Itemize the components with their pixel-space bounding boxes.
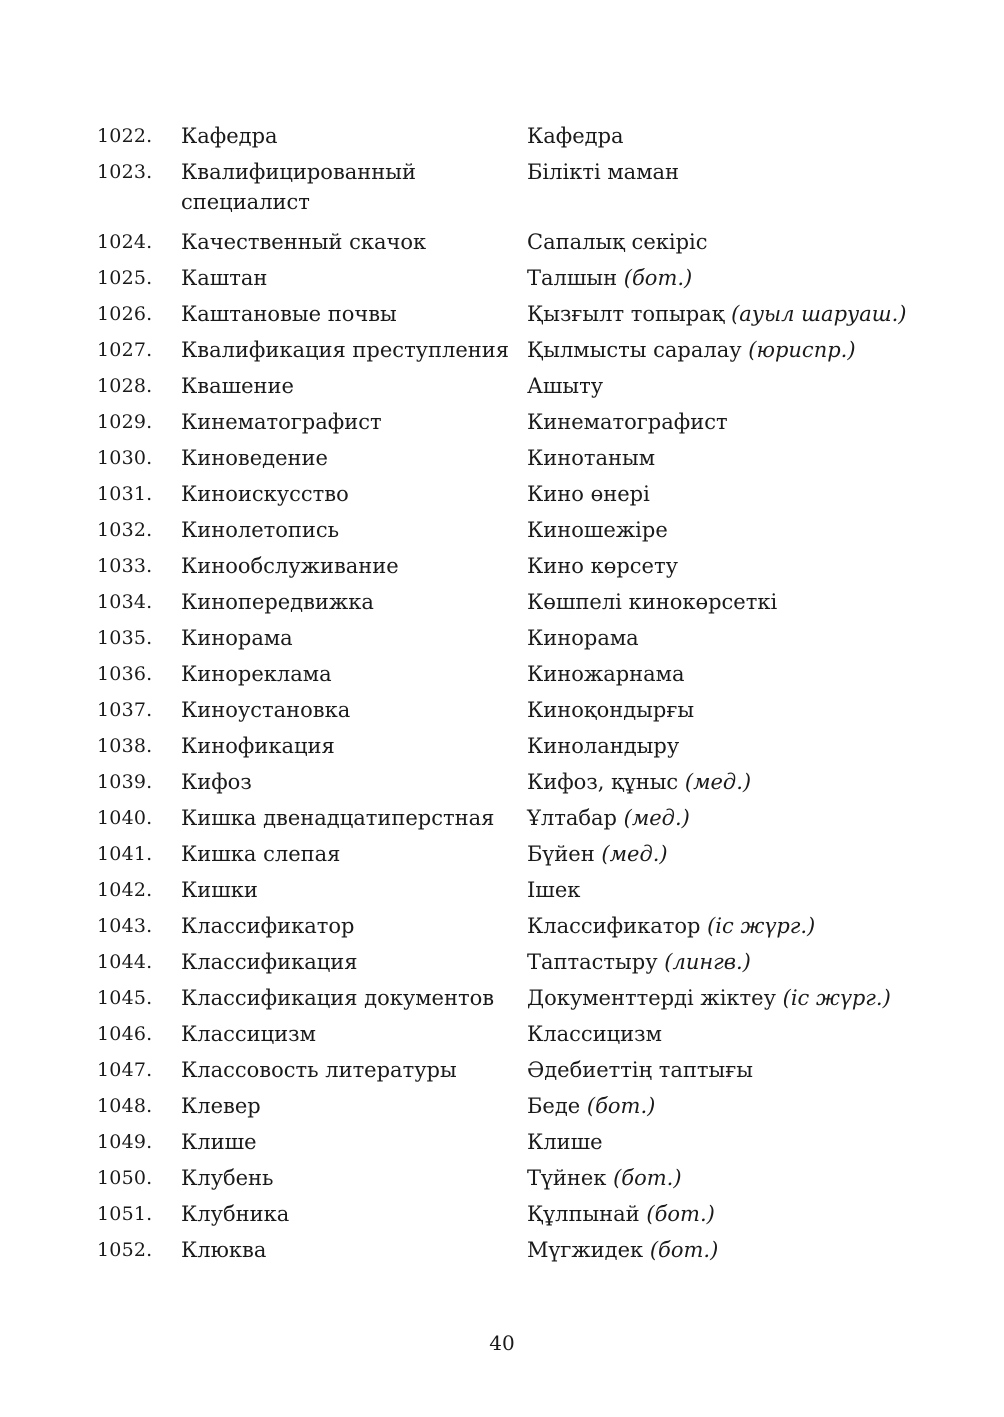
entry-number: 1047. [97, 1059, 153, 1081]
kazakh-term-text: Ішек [527, 878, 581, 902]
subject-note: (мед.) [601, 842, 668, 866]
subject-note: (бот.) [613, 1166, 682, 1190]
entry-row [97, 839, 917, 875]
entry-number: 1051. [97, 1203, 153, 1225]
kazakh-term-text: Әдебиеттің таптығы [527, 1058, 753, 1082]
subject-note: (лингв.) [664, 950, 751, 974]
kazakh-term-text: Кинематографист [527, 410, 728, 434]
kazakh-term-text: Ашыту [527, 374, 604, 398]
entry-number: 1049. [97, 1131, 153, 1153]
entry-russian-term: Киноустановка [181, 698, 351, 722]
entry-number: 1027. [97, 339, 153, 361]
entry-russian-term: Кинематографист [181, 410, 382, 434]
entry-kazakh-term [527, 767, 917, 797]
entry-russian-term: Кишка двенадцатиперстная [181, 806, 495, 830]
kazakh-term-text: Көшпелі кинокөрсеткі [527, 590, 778, 614]
entry-russian-term: Киноискусство [181, 482, 349, 506]
entry-russian-term: Классовость литературы [181, 1058, 457, 1082]
entry-russian-term: Кинопередвижка [181, 590, 374, 614]
entry-row [97, 407, 917, 443]
entry-number: 1034. [97, 591, 153, 613]
entry-number: 1037. [97, 699, 153, 721]
entry-number: 1048. [97, 1095, 153, 1117]
entry-kazakh-term [527, 1235, 917, 1265]
kazakh-term-text: Сапалық секіріс [527, 230, 708, 254]
kazakh-term-text: Қылмысты саралау [527, 338, 742, 362]
entry-number: 1025. [97, 267, 153, 289]
entry-russian-term: Кишки [181, 878, 258, 902]
subject-note: (бот.) [646, 1202, 715, 1226]
kazakh-term-text: Клише [527, 1130, 603, 1154]
entry-russian-term: Кишка слепая [181, 842, 341, 866]
entry-kazakh-term [527, 479, 917, 509]
kazakh-term-text: Кафедра [527, 124, 624, 148]
entry-number: 1036. [97, 663, 153, 685]
entry-russian-term: Классификация [181, 950, 358, 974]
entry-kazakh-term [527, 587, 917, 617]
kazakh-term-text: Кинорама [527, 626, 639, 650]
entry-row [97, 623, 917, 659]
entry-russian-term: Квалифицированный специалист [181, 160, 416, 214]
entry-kazakh-term [527, 947, 917, 977]
entry-kazakh-term [527, 983, 917, 1013]
entry-kazakh-term [527, 1199, 917, 1229]
entry-russian-term: Каштановые почвы [181, 302, 397, 326]
entry-row [97, 335, 917, 371]
entry-row [97, 1127, 917, 1163]
entry-row [97, 1055, 917, 1091]
entry-kazakh-term [527, 227, 917, 257]
kazakh-term-text: Классификатор [527, 914, 701, 938]
entry-kazakh-term [527, 623, 917, 653]
entry-row [97, 803, 917, 839]
entry-russian-term: Классификатор [181, 914, 355, 938]
entry-kazakh-term [527, 515, 917, 545]
entry-kazakh-term [527, 299, 917, 329]
subject-note: (юриспр.) [748, 338, 856, 362]
entry-number: 1032. [97, 519, 153, 541]
entry-row [97, 263, 917, 299]
entry-number: 1045. [97, 987, 153, 1009]
kazakh-term-text: Ұлтабар [527, 806, 617, 830]
entry-row [97, 1235, 917, 1271]
entry-kazakh-term [527, 157, 917, 187]
subject-note: (мед.) [684, 770, 752, 794]
entry-number: 1033. [97, 555, 153, 577]
kazakh-term-text: Документтерді жіктеу [527, 986, 776, 1010]
kazakh-term-text: Беде [527, 1094, 581, 1118]
entry-row [97, 551, 917, 587]
entry-number: 1041. [97, 843, 153, 865]
entry-number: 1042. [97, 879, 153, 901]
entry-row [97, 443, 917, 479]
kazakh-term-text: Кифоз, құныс [527, 770, 679, 794]
entry-russian-term: Клубень [181, 1166, 274, 1190]
entry-kazakh-term [527, 731, 917, 761]
subject-note: (бот.) [649, 1238, 719, 1262]
kazakh-term-text: Кино өнері [527, 482, 650, 506]
entry-russian-term: Кифоз [181, 770, 252, 794]
kazakh-term-text: Талшын [527, 266, 618, 290]
entry-kazakh-term [527, 911, 917, 941]
entry-row [97, 767, 917, 803]
entry-kazakh-term [527, 443, 917, 473]
entry-number: 1024. [97, 231, 153, 253]
subject-note: (ауыл шаруаш.) [731, 302, 907, 326]
entry-number: 1038. [97, 735, 153, 757]
entry-number: 1039. [97, 771, 153, 793]
entry-row [97, 695, 917, 731]
entry-russian-term: Классицизм [181, 1022, 316, 1046]
entry-russian-term: Классификация документов [181, 986, 495, 1010]
entry-row [97, 659, 917, 695]
entry-row [97, 371, 917, 407]
subject-note: (бот.) [586, 1094, 656, 1118]
entry-russian-term: Каштан [181, 266, 268, 290]
entry-row [97, 1091, 917, 1127]
entry-number: 1029. [97, 411, 153, 433]
subject-note: (мед.) [623, 806, 690, 830]
entry-kazakh-term [527, 1091, 917, 1121]
entry-russian-term: Клюква [181, 1238, 267, 1262]
entry-row [97, 479, 917, 515]
entry-kazakh-term [527, 1127, 917, 1157]
entry-number: 1040. [97, 807, 153, 829]
kazakh-term-text: Киножарнама [527, 662, 685, 686]
entry-russian-term: Квалификация преступления [181, 338, 510, 362]
entry-kazakh-term [527, 263, 917, 293]
entry-number: 1026. [97, 303, 153, 325]
entry-russian-term: Кафедра [181, 124, 278, 148]
entry-kazakh-term [527, 803, 917, 833]
entry-number: 1046. [97, 1023, 153, 1045]
kazakh-term-text: Мүгжидек [527, 1238, 644, 1262]
entry-russian-term: Киноведение [181, 446, 328, 470]
entry-kazakh-term [527, 659, 917, 689]
kazakh-term-text: Киноқондырғы [527, 698, 695, 722]
kazakh-term-text: Бүйен [527, 842, 595, 866]
entry-row [97, 1199, 917, 1235]
entry-kazakh-term [527, 121, 917, 151]
entry-number: 1035. [97, 627, 153, 649]
entry-russian-term: Качественный скачок [181, 230, 427, 254]
entry-row [97, 157, 917, 227]
kazakh-term-text: Қызғылт топырақ [527, 302, 725, 326]
entry-row [97, 1019, 917, 1055]
entry-russian-term: Кинообслуживание [181, 554, 399, 578]
entry-row [97, 947, 917, 983]
entry-russian-term: Кинореклама [181, 662, 332, 686]
entry-row [97, 515, 917, 551]
entry-russian-term: Клевер [181, 1094, 261, 1118]
entry-row [97, 911, 917, 947]
subject-note: (бот.) [623, 266, 693, 290]
entry-russian-term: Квашение [181, 374, 294, 398]
entry-row [97, 731, 917, 767]
entry-russian-term: Кинорама [181, 626, 293, 650]
subject-note: (іс жүрг.) [782, 986, 891, 1010]
entry-row [97, 121, 917, 157]
entry-row [97, 299, 917, 335]
entry-russian-term: Кинофикация [181, 734, 335, 758]
entry-row [97, 875, 917, 911]
entry-kazakh-term [527, 551, 917, 581]
entry-number: 1043. [97, 915, 153, 937]
kazakh-term-text: Құлпынай [527, 1202, 640, 1226]
entry-row [97, 587, 917, 623]
entry-row [97, 1163, 917, 1199]
entry-number: 1050. [97, 1167, 153, 1189]
entry-kazakh-term [527, 1163, 917, 1193]
kazakh-term-text: Киношежіре [527, 518, 668, 542]
entry-russian-term: Клубника [181, 1202, 290, 1226]
entry-number: 1052. [97, 1239, 153, 1261]
entry-russian-term: Кинолетопись [181, 518, 340, 542]
entry-kazakh-term [527, 371, 917, 401]
entry-kazakh-term [527, 1055, 917, 1085]
kazakh-term-text: Классицизм [527, 1022, 662, 1046]
page-number: 40 [489, 1331, 515, 1355]
kazakh-term-text: Киноландыру [527, 734, 680, 758]
entry-number: 1030. [97, 447, 153, 469]
entry-number: 1044. [97, 951, 153, 973]
entry-kazakh-term [527, 335, 917, 365]
entry-number: 1031. [97, 483, 153, 505]
entry-kazakh-term [527, 839, 917, 869]
entry-kazakh-term [527, 1019, 917, 1049]
entry-kazakh-term [527, 407, 917, 437]
subject-note: (іс жүрг.) [707, 914, 816, 938]
entry-number: 1022. [97, 125, 153, 147]
kazakh-term-text: Білікті маман [527, 160, 680, 184]
entry-number: 1023. [97, 161, 153, 183]
kazakh-term-text: Кинотаным [527, 446, 656, 470]
kazakh-term-text: Кино көрсету [527, 554, 678, 578]
kazakh-term-text: Түйнек [527, 1166, 607, 1190]
entry-kazakh-term [527, 875, 917, 905]
entry-row [97, 227, 917, 263]
entry-number: 1028. [97, 375, 153, 397]
entry-row [97, 983, 917, 1019]
entry-russian-term: Клише [181, 1130, 257, 1154]
entry-kazakh-term [527, 695, 917, 725]
entry-list [97, 121, 917, 1271]
kazakh-term-text: Таптастыру [527, 950, 658, 974]
